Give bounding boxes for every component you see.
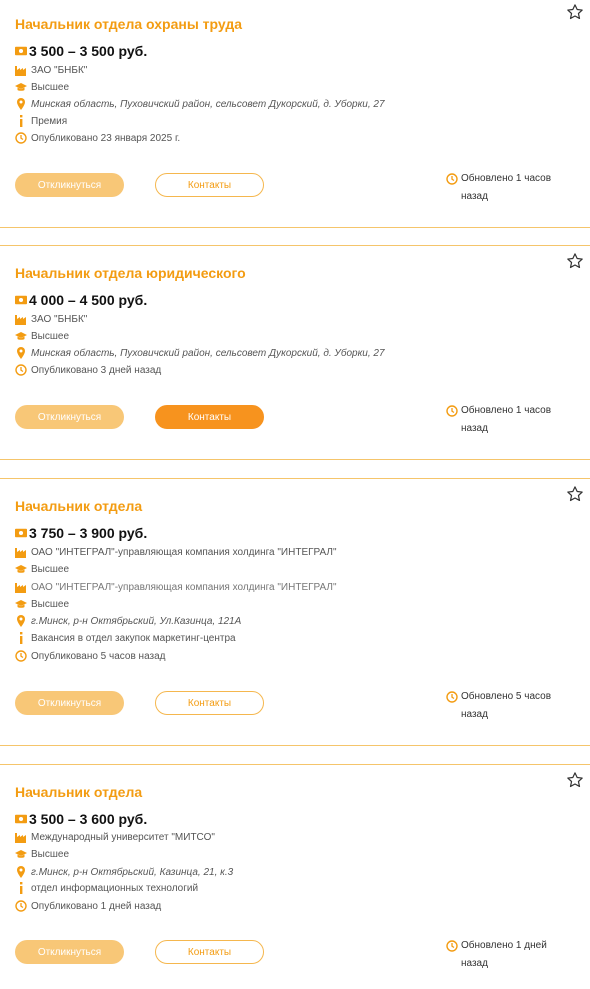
- info-row: [15, 630, 236, 646]
- company-row: [15, 62, 87, 78]
- clock-icon: [446, 940, 458, 952]
- published-text: Опубликовано 3 дней назад: [31, 364, 162, 376]
- contacts-button[interactable]: Контакты: [155, 940, 264, 964]
- respond-button[interactable]: Откликнуться: [15, 940, 124, 964]
- graduation-cap-icon: [15, 330, 27, 342]
- salary: [15, 811, 147, 827]
- updated-text-suffix: назад: [461, 709, 488, 720]
- company-row: [15, 311, 87, 327]
- info-icon: [15, 632, 27, 644]
- education-text: Высшее: [31, 81, 70, 93]
- job-title-link[interactable]: Начальник отдела: [15, 784, 143, 800]
- clock-icon: [446, 691, 458, 703]
- company-name[interactable]: ЗАО "БНБК": [31, 313, 88, 325]
- updated-text: Обновлено 1 часов: [461, 405, 552, 416]
- updated-info: [446, 402, 566, 438]
- clock-icon: [15, 650, 27, 662]
- factory-icon: [15, 64, 27, 76]
- education-row-repeat: [15, 596, 69, 612]
- job-title-link[interactable]: Начальник отдела юридического: [15, 265, 246, 281]
- salary-value: 3 750 – 3 900 руб.: [29, 525, 148, 541]
- card-separator: [0, 478, 590, 479]
- education-text: Высшее: [31, 848, 70, 860]
- company-row-repeat: [15, 579, 337, 595]
- card-separator: [0, 764, 590, 765]
- salary: [15, 43, 147, 59]
- location-text: Минская область, Пуховичский район, сельсовет Дукорский, д. Уборки, 27: [31, 347, 385, 359]
- education-row: [15, 561, 69, 577]
- published-row: [15, 362, 161, 378]
- location-text: г.Минск, р-н Октябрьский, Казинца, 21, к.3: [31, 866, 234, 878]
- updated-text-suffix: назад: [461, 958, 488, 969]
- education-row: [15, 328, 69, 344]
- published-text: Опубликовано 5 часов назад: [31, 650, 166, 662]
- info-icon: [15, 882, 27, 894]
- graduation-cap-icon: [15, 563, 27, 575]
- location-row: [15, 864, 233, 880]
- salary-value: 3 500 – 3 500 руб.: [29, 43, 148, 59]
- updated-text: Обновлено 5 часов: [461, 691, 552, 702]
- info-row: [15, 880, 198, 896]
- contacts-button[interactable]: Контакты: [155, 405, 264, 429]
- contacts-button[interactable]: Контакты: [155, 691, 264, 715]
- updated-info: [446, 937, 566, 973]
- info-icon: [15, 115, 27, 127]
- info-text: Вакансия в отдел закупок маркетинг-центра: [31, 632, 236, 644]
- location-row: [15, 613, 241, 629]
- favorite-star-icon[interactable]: [566, 3, 584, 21]
- graduation-cap-icon: [15, 81, 27, 93]
- info-row: [15, 113, 67, 129]
- location-row: [15, 96, 385, 112]
- education-text-repeat: Высшее: [31, 598, 70, 610]
- clock-icon: [15, 132, 27, 144]
- published-row: [15, 130, 180, 146]
- published-row: [15, 648, 166, 664]
- clock-icon: [446, 173, 458, 185]
- money-icon: [15, 527, 27, 539]
- location-row: [15, 345, 385, 361]
- published-text: Опубликовано 1 дней назад: [31, 900, 162, 912]
- factory-icon: [15, 831, 27, 843]
- card-separator: [0, 745, 590, 746]
- info-text: отдел информационных технологий: [31, 882, 199, 894]
- respond-button[interactable]: Откликнуться: [15, 405, 124, 429]
- card-separator: [0, 245, 590, 246]
- updated-text: Обновлено 1 часов: [461, 173, 552, 184]
- education-text: Высшее: [31, 563, 70, 575]
- education-text: Высшее: [31, 330, 70, 342]
- job-title-link[interactable]: Начальник отдела: [15, 498, 143, 514]
- factory-icon: [15, 581, 27, 593]
- clock-icon: [15, 900, 27, 912]
- favorite-star-icon[interactable]: [566, 485, 584, 503]
- clock-icon: [15, 364, 27, 376]
- contacts-button[interactable]: Контакты: [155, 173, 264, 197]
- money-icon: [15, 294, 27, 306]
- favorite-star-icon[interactable]: [566, 252, 584, 270]
- info-text: Премия: [31, 115, 68, 127]
- updated-info: [446, 688, 566, 724]
- salary: [15, 525, 147, 541]
- job-title-link[interactable]: Начальник отдела охраны труда: [15, 16, 243, 32]
- updated-text-suffix: назад: [461, 423, 488, 434]
- company-name[interactable]: ОАО "ИНТЕГРАЛ"-управляющая компания холдинга "ИНТЕГРАЛ": [31, 546, 337, 558]
- location-text: Минская область, Пуховичский район, сельсовет Дукорский, д. Уборки, 27: [31, 98, 385, 110]
- factory-icon: [15, 313, 27, 325]
- company-row: [15, 829, 215, 845]
- company-name[interactable]: ЗАО "БНБК": [31, 64, 88, 76]
- company-name-repeat: ОАО "ИНТЕГРАЛ"-управляющая компания холдинга "ИНТЕГРАЛ": [31, 581, 337, 593]
- respond-button[interactable]: Откликнуться: [15, 173, 124, 197]
- graduation-cap-icon: [15, 848, 27, 860]
- money-icon: [15, 813, 27, 825]
- map-pin-icon: [15, 615, 27, 627]
- favorite-star-icon[interactable]: [566, 771, 584, 789]
- factory-icon: [15, 546, 27, 558]
- updated-text-suffix: назад: [461, 191, 488, 202]
- graduation-cap-icon: [15, 598, 27, 610]
- updated-text: Обновлено 1 дней: [461, 940, 547, 951]
- salary-value: 4 000 – 4 500 руб.: [29, 292, 148, 308]
- map-pin-icon: [15, 866, 27, 878]
- clock-icon: [446, 405, 458, 417]
- updated-info: [446, 170, 566, 206]
- location-text: г.Минск, р-н Октябрьский, Ул.Казинца, 121А: [31, 615, 242, 627]
- published-row: [15, 898, 161, 914]
- salary-value: 3 500 – 3 600 руб.: [29, 811, 148, 827]
- company-name[interactable]: Международный университет "МИТСО": [31, 831, 215, 843]
- respond-button[interactable]: Откликнуться: [15, 691, 124, 715]
- card-separator: [0, 227, 590, 228]
- map-pin-icon: [15, 347, 27, 359]
- education-row: [15, 79, 69, 95]
- money-icon: [15, 45, 27, 57]
- education-row: [15, 846, 69, 862]
- salary: [15, 292, 147, 308]
- map-pin-icon: [15, 98, 27, 110]
- card-separator: [0, 459, 590, 460]
- published-text: Опубликовано 23 января 2025 г.: [31, 132, 181, 144]
- company-row: [15, 544, 337, 560]
